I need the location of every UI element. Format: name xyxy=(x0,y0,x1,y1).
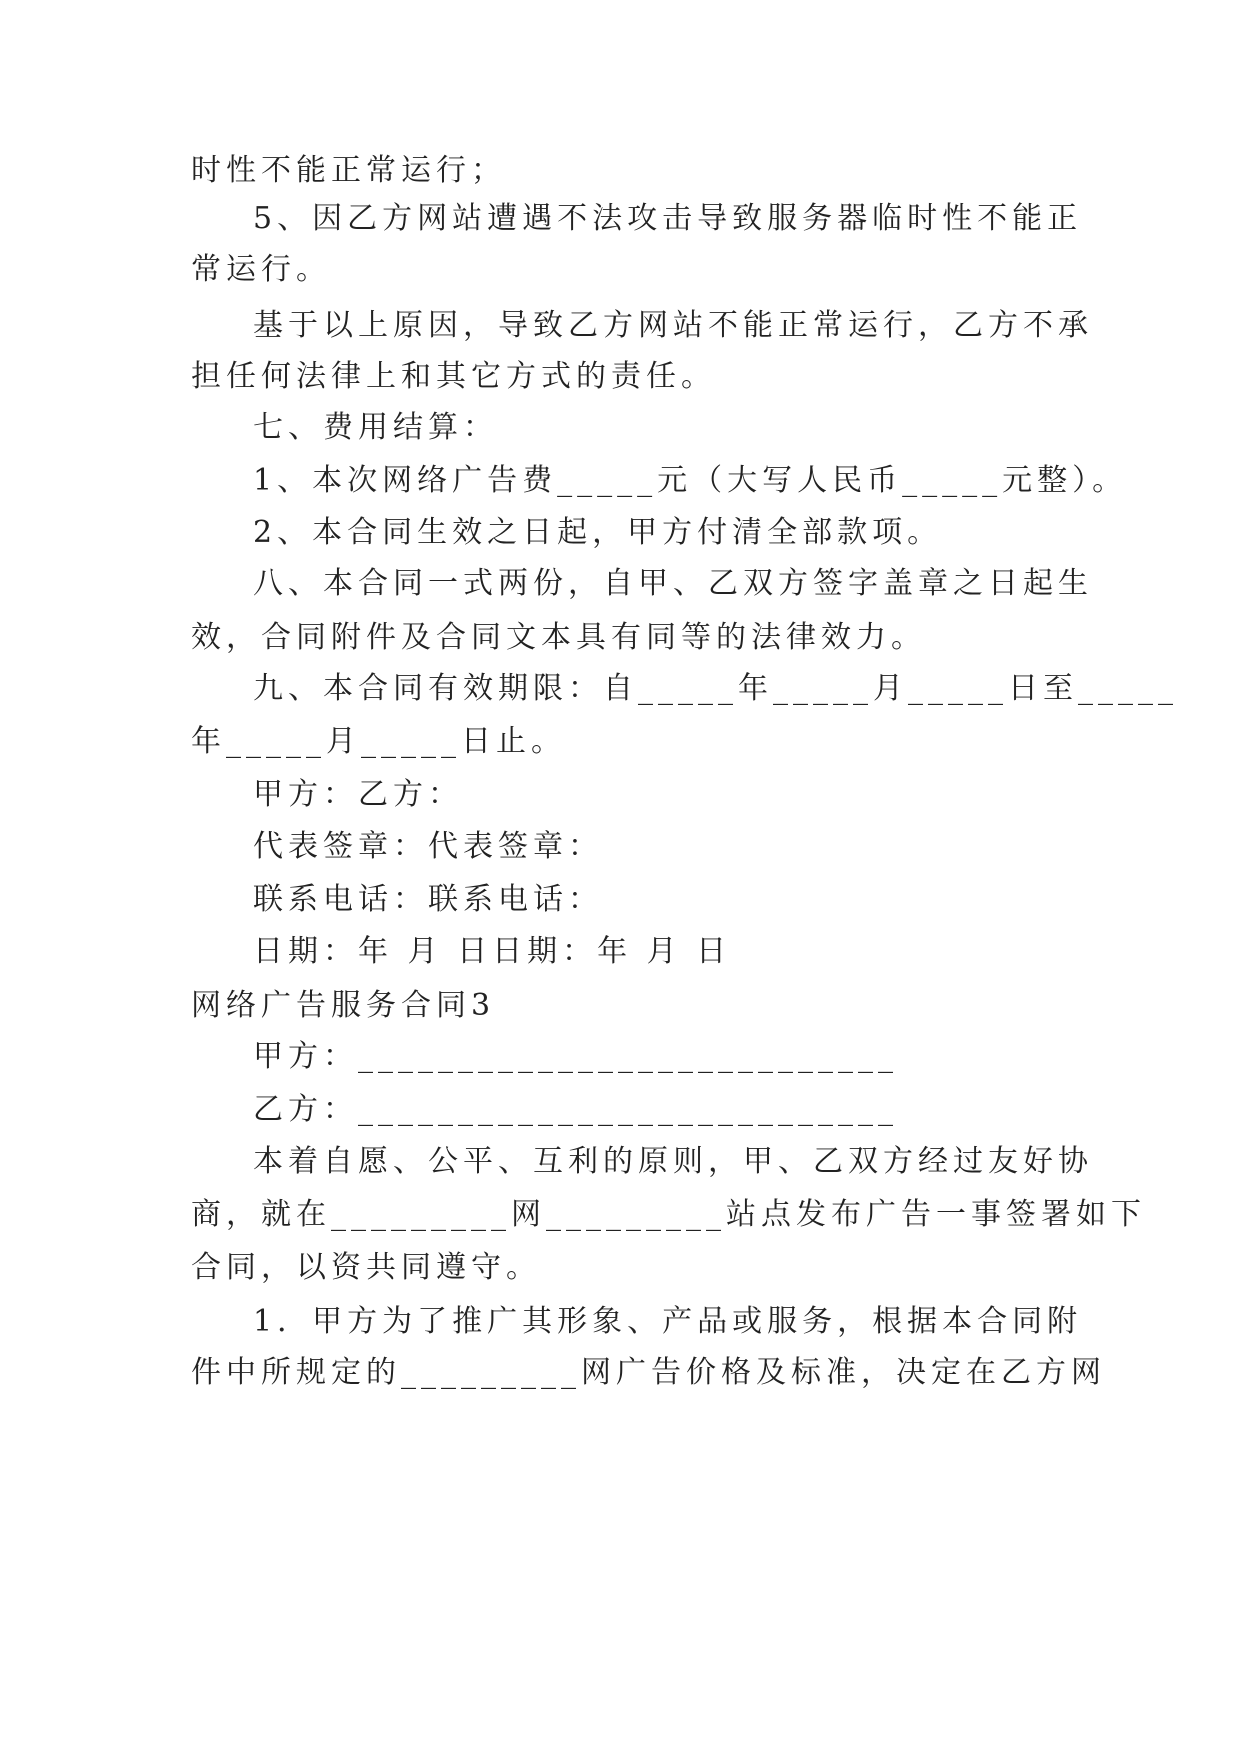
text-line: 件中所规定的_________网广告价格及标准，决定在乙方网 xyxy=(191,1355,1106,1390)
text-line: 八、本合同一式两份，自甲、乙双方签字盖章之日起生 xyxy=(253,566,1093,601)
text-line: 时性不能正常运行； xyxy=(191,153,506,188)
document-title: 网络广告服务合同3 xyxy=(191,988,496,1023)
text-line: 5、因乙方网站遭遇不法攻击导致服务器临时性不能正 xyxy=(253,201,1083,236)
text-line: 联系电话：联系电话： xyxy=(253,882,603,917)
text-line: 甲方：___________________________ xyxy=(253,1039,898,1074)
text-line: 基于以上原因，导致乙方网站不能正常运行，乙方不承 xyxy=(253,308,1093,343)
text-line: 年_____月_____日止。 xyxy=(191,724,566,759)
text-line: 本着自愿、公平、互利的原则，甲、乙双方经过友好协 xyxy=(253,1144,1093,1179)
text-line: 常运行。 xyxy=(191,252,331,287)
text-line: 合同，以资共同遵守。 xyxy=(191,1250,541,1285)
text-line: 1、本次网络广告费_____元（大写人民币_____元整）。 xyxy=(253,463,1128,498)
text-line: 甲方：乙方： xyxy=(253,777,463,812)
text-line: 1．甲方为了推广其形象、产品或服务，根据本合同附 xyxy=(253,1304,1083,1339)
text-line: 代表签章：代表签章： xyxy=(253,829,603,864)
text-line: 日期：年 月 日日期：年 月 日 xyxy=(253,934,732,969)
text-line: 商，就在_________网_________站点发布广告一事签署如下 xyxy=(191,1197,1146,1232)
text-line: 效，合同附件及合同文本具有同等的法律效力。 xyxy=(191,620,926,655)
section-heading: 七、费用结算： xyxy=(253,410,498,445)
text-line: 乙方：___________________________ xyxy=(253,1092,898,1127)
text-line: 担任何法律上和其它方式的责任。 xyxy=(191,359,716,394)
text-line: 九、本合同有效期限：自_____年_____月_____日至_____ xyxy=(253,671,1178,706)
text-line: 2、本合同生效之日起，甲方付清全部款项。 xyxy=(253,515,943,550)
